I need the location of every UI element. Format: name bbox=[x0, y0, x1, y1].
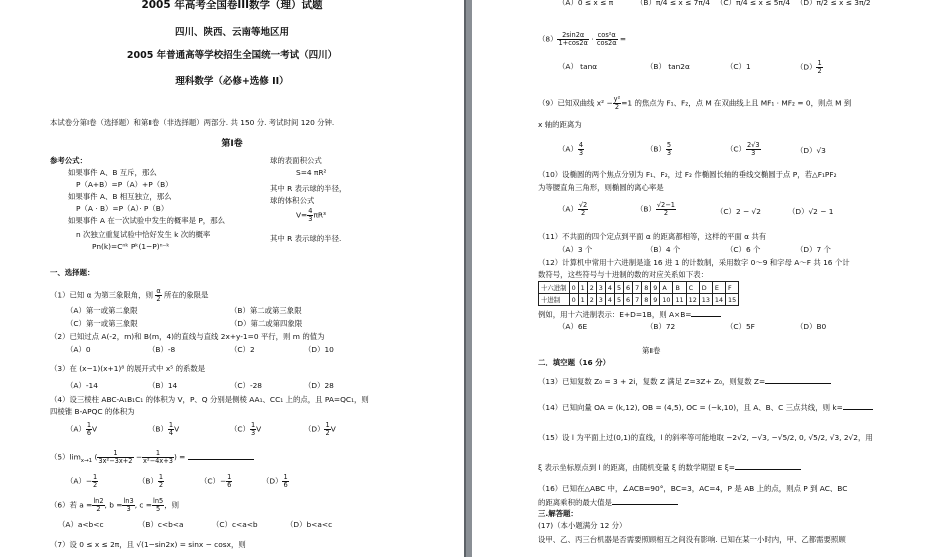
dec-cell: 10 bbox=[660, 294, 673, 306]
dec-cell: 15 bbox=[726, 294, 739, 306]
q8-stem: （8） $\frac{2\sin 2\alpha}{1+\cos 2\alpha}$ · $\frac{\text{cos²α}}{\cos 2\alpha}$ = bbox=[538, 31, 627, 47]
formula-right-4: 球的体积公式 bbox=[270, 196, 315, 205]
hex-cell: D bbox=[699, 282, 712, 294]
hex-cell: 0 bbox=[569, 282, 578, 294]
hex-cell: F bbox=[726, 282, 739, 294]
q6-stem: （6）若 a = $\frac{\ln 2}{2}$ , b = $\frac{\ln 3}{3}$ , c = $\frac{\ln 5}{5}$ ，则 bbox=[50, 497, 180, 513]
section2-heading: 二．填空题（16 分） bbox=[538, 358, 610, 367]
formula-left-1: 如果事件 A、B 互斥，那么 bbox=[68, 168, 157, 177]
q6-option-a: （A）a<b<c bbox=[58, 520, 104, 529]
q12-option-b: （B）72 bbox=[646, 322, 676, 331]
q9-option-c: （C） $\frac{2√3}{3}$ bbox=[726, 141, 760, 157]
q2-option-a: （A）0 bbox=[66, 345, 91, 354]
q8-option-a: （A） tanα bbox=[558, 62, 598, 71]
section3-heading: 三.解答题： bbox=[538, 509, 578, 518]
q9-option-d: （D）√3 bbox=[796, 146, 826, 155]
q4-option-d: （D） $\frac{1}{2}$ V bbox=[304, 421, 336, 437]
formula-left-3: 如果事件 A、B 相互独立，那么 bbox=[68, 192, 172, 201]
q2-option-c: （C）2 bbox=[230, 345, 255, 354]
q2-stem: （2）已知过点 A(-2，m)和 B(m，4)的直线与直线 2x+y-1=0 平行，则 m 的值为 bbox=[50, 332, 325, 341]
dec-cell: 0 bbox=[569, 294, 578, 306]
dec-cell: 14 bbox=[712, 294, 725, 306]
hex-cell: 3 bbox=[596, 282, 605, 294]
formula-right-3: 其中 R 表示球的半径， bbox=[270, 184, 347, 193]
q2-option-b: （B）-8 bbox=[148, 345, 176, 354]
q12-stem-2: 数符号，这些符号与十进制的数的对应关系如下表： bbox=[538, 270, 708, 279]
hex-cell: 7 bbox=[633, 282, 642, 294]
q15-stem: （15）设 l 为平面上过(0,1)的直线，l 的斜率等可能地取 −2√2, −√3, −√5/2, 0, √5/2, √3, 2√2，用 bbox=[538, 433, 873, 442]
q11-option-a: （A）3 个 bbox=[558, 245, 593, 254]
q6-option-b: （B）c<b<a bbox=[138, 520, 184, 529]
q8-option-b: （B） tan2α bbox=[646, 62, 690, 71]
q10-stem: （10）设椭圆的两个焦点分别为 F₁、F₂，过 F₂ 作椭圆长轴的垂线交椭圆于点 P，若△F₁PF₂ bbox=[538, 170, 837, 179]
formula-right-2: S=4 πR² bbox=[296, 168, 327, 177]
q3-option-b: （B）14 bbox=[148, 381, 178, 390]
hex-cell: 8 bbox=[642, 282, 651, 294]
dec-cell: 7 bbox=[633, 294, 642, 306]
q12-option-d: （D）B0 bbox=[796, 322, 827, 331]
q12-stem: （12）计算机中常用十六进制是逢 16 进 1 的计数制，采用数字 0～9 和字母 A～F 共 16 个计 bbox=[538, 258, 850, 267]
q10-option-d: （D）√2 − 1 bbox=[788, 207, 834, 216]
q10-option-c: （C）2 − √2 bbox=[716, 207, 761, 216]
q1-option-c: （C）第一或第三象限 bbox=[66, 319, 138, 328]
dec-cell: 4 bbox=[605, 294, 614, 306]
formula-title: 参考公式： bbox=[50, 156, 87, 165]
q3-stem: （3）在 (x−1)(x+1)⁸ 的展开式中 x⁵ 的系数是 bbox=[50, 364, 206, 373]
page-left bbox=[0, 0, 464, 557]
q5-option-b: （B） $\frac{1}{2}$ bbox=[138, 473, 164, 489]
formula-left-7: Pn(k)=Cⁿᵏ Pᵏ(1−P)ⁿ⁻ᵏ bbox=[92, 242, 170, 251]
q10-option-a: （A） $\frac{√2}{2}$ bbox=[558, 201, 588, 217]
formula-right-5: V= $\frac{4}{3}$ πR³ bbox=[296, 207, 327, 223]
q8-option-c: （C）1 bbox=[726, 62, 751, 71]
q10-option-b: （B） $\frac{√2-1}{2}$ bbox=[636, 201, 675, 217]
hex-cell: E bbox=[712, 282, 725, 294]
hex-cell: B bbox=[673, 282, 686, 294]
q3-option-d: （D）28 bbox=[304, 381, 334, 390]
q10-stem-2: 为等腰直角三角形，则椭圆的离心率是 bbox=[538, 183, 664, 192]
q12-option-a: （A）6E bbox=[558, 322, 588, 331]
q4-option-a: （A） $\frac{1}{6}$ V bbox=[66, 421, 98, 437]
hex-cell: 4 bbox=[605, 282, 614, 294]
q13-stem: （13）已知复数 Z₀ = 3 + 2i，复数 Z 满足 Z=3Z+ Z₀，则复数 Z= bbox=[538, 376, 831, 386]
q7-option-a: （A）0 ≤ x ≤ π bbox=[558, 0, 614, 7]
q1-option-d: （D）第二或第四象限 bbox=[230, 319, 303, 328]
dec-cell: 9 bbox=[651, 294, 660, 306]
region-line: 四川、陕西、云南等地区用 bbox=[174, 27, 289, 38]
exam-title: 2005 年高考全国卷III数学（理）试题 bbox=[141, 0, 323, 11]
q5-option-d: （D） $\frac{1}{6}$ bbox=[262, 473, 288, 489]
dec-cell: 1 bbox=[578, 294, 587, 306]
q15-stem-2: ξ 表示坐标原点到 l 的距离，由随机变量 ξ 的数学期望 E ξ= bbox=[538, 462, 801, 472]
q4-option-c: （C） $\frac{1}{3}$ V bbox=[230, 421, 262, 437]
q7-option-b: （B）π/4 ≤ x ≤ 7π/4 bbox=[636, 0, 710, 7]
q4-stem-2: 四棱锥 B-APQC 的体积为 bbox=[50, 407, 135, 416]
section1-heading: 一、选择题： bbox=[50, 268, 95, 277]
dec-cell: 11 bbox=[673, 294, 686, 306]
q12-example: 例如，用十六进制表示：E+D=1B，则 A×B= bbox=[538, 309, 721, 319]
q9-option-a: （A） $\frac{4}{3}$ bbox=[558, 141, 584, 157]
exam-name: 2005 年普通高等学校招生全国统一考试（四川） bbox=[126, 50, 338, 61]
hex-cell: A bbox=[660, 282, 673, 294]
formula-right-1: 球的表面积公式 bbox=[270, 156, 322, 165]
dec-cell: 2 bbox=[587, 294, 596, 306]
q7-stem: （7）设 0 ≤ x ≤ 2π，且 √(1−sin2x) = sinx − cosx，则 bbox=[50, 540, 246, 549]
q17-stem: 设甲、乙、丙三台机器是否需要照顾相互之间没有影响. 已知在某一小时内，甲、乙都需要照顾 bbox=[538, 535, 846, 544]
hex-cell: 1 bbox=[578, 282, 587, 294]
subject-line: 理科数学（必修+选修 II） bbox=[175, 76, 289, 87]
q5-option-c: （C）− $\frac{1}{6}$ bbox=[200, 473, 232, 489]
q2-option-d: （D）10 bbox=[304, 345, 334, 354]
q3-option-a: （A）-14 bbox=[66, 381, 98, 390]
hex-cell: C bbox=[686, 282, 699, 294]
q14-stem: （14）已知向量 OA = (k,12), OB = (4,5), OC = (−k,10)，且 A、B、C 三点共线，则 k= bbox=[538, 402, 873, 412]
q6-option-d: （D）b<a<c bbox=[286, 520, 333, 529]
intro-text: 本试卷分第Ⅰ卷（选择题）和第Ⅱ卷（非选择题）两部分. 共 150 分. 考试时间 120 分钟. bbox=[50, 118, 335, 127]
dec-cell: 8 bbox=[642, 294, 651, 306]
page-gap-edge bbox=[464, 0, 466, 557]
q5-stem: $(5)\lim_{x\to 1}$ ( $\frac{1}{\text{3x²−3x+2}}$ − $\frac{1}{\text{x²−4x+3}}$ ) = bbox=[50, 450, 254, 466]
part1-heading: 第Ⅰ卷 bbox=[221, 139, 243, 149]
q7-option-d: （D）π/2 ≤ x ≤ 3π/2 bbox=[796, 0, 871, 7]
hex-cell: 5 bbox=[614, 282, 623, 294]
dec-cell: 3 bbox=[596, 294, 605, 306]
formula-left-4: P（A · B）=P（A）· P（B） bbox=[76, 204, 169, 213]
q4-option-b: （B） $\frac{1}{4}$ V bbox=[148, 421, 180, 437]
formula-right-6: 其中 R 表示球的半径. bbox=[270, 234, 342, 243]
q17-heading: (17)（本小题满分 12 分） bbox=[538, 521, 627, 530]
q5-answer-blank bbox=[188, 452, 254, 460]
dec-row bbox=[539, 294, 739, 306]
volume-fraction: $\frac{4}{3}$ bbox=[308, 207, 313, 223]
q11-option-c: （C）6 个 bbox=[726, 245, 761, 254]
q8-option-d: （D） $\frac{1}{2}$ bbox=[796, 59, 822, 75]
q7-option-c: （C）π/4 ≤ x ≤ 5π/4 bbox=[716, 0, 791, 7]
q11-stem: （11）不共面的四个定点到平面 α 的距离都相等，这样的平面 α 共有 bbox=[538, 232, 767, 241]
q11-option-b: （B）4 个 bbox=[646, 245, 681, 254]
q11-option-d: （D）7 个 bbox=[796, 245, 831, 254]
q9-stem: （9）已知双曲线 x² − $\frac{\text{y²}}{2}$ =1 的焦点为 F₁、F₂，点 M 在双曲线上且 MF₁ · MF₂ = 0，则点 M 到 bbox=[538, 95, 852, 111]
q4-stem: （4）设三棱柱 ABC-A₁B₁C₁ 的体积为 V，P、Q 分别是侧棱 AA₁、CC₁ 上的点，且 PA=QC₁，则 bbox=[50, 395, 369, 404]
q3-option-c: （C）-28 bbox=[230, 381, 263, 390]
dec-cell: 12 bbox=[686, 294, 699, 306]
hex-cell: 十六进制 bbox=[539, 282, 570, 294]
hex-cell: 6 bbox=[624, 282, 633, 294]
q12-option-c: （C）5F bbox=[726, 322, 755, 331]
dec-cell: 十进制 bbox=[539, 294, 570, 306]
part2-heading: 第Ⅱ卷 bbox=[642, 346, 661, 355]
dec-cell: 13 bbox=[699, 294, 712, 306]
hex-cell: 9 bbox=[651, 282, 660, 294]
q6-option-c: （C）c<a<b bbox=[212, 520, 258, 529]
hex-row bbox=[539, 282, 739, 294]
hex-cell: 2 bbox=[587, 282, 596, 294]
q1-option-a: （A）第一或第二象限 bbox=[66, 306, 138, 315]
dec-cell: 6 bbox=[624, 294, 633, 306]
hex-dec-table bbox=[538, 281, 739, 306]
q5-option-a: （A）− $\frac{1}{2}$ bbox=[66, 473, 98, 489]
dec-cell: 5 bbox=[614, 294, 623, 306]
q9-stem-2: x 轴的距离为 bbox=[538, 120, 582, 129]
formula-left-5: 如果事件 A 在一次试验中发生的概率是 P，那么 bbox=[68, 216, 225, 225]
q16-stem: （16）已知在△ABC 中，∠ACB=90°，BC=3，AC=4，P 是 AB 上的点，则点 P 到 AC、BC bbox=[538, 484, 848, 493]
formula-left-2: P（A+B）=P（A）+P（B） bbox=[76, 180, 173, 189]
page-gap bbox=[464, 0, 472, 557]
page-right bbox=[472, 0, 930, 557]
q1-option-b: （B）第二或第三象限 bbox=[230, 306, 302, 315]
q1-stem: （1）已知 α 为第三象限角，则 $\frac{\alpha}{2}$ 所在的象限是 bbox=[50, 287, 209, 303]
formula-left-6: n 次独立重复试验中恰好发生 k 次的概率 bbox=[76, 230, 211, 239]
q9-option-b: （B） $\frac{5}{3}$ bbox=[646, 141, 672, 157]
q16-stem-2: 的距离乘积的最大值是 bbox=[538, 497, 678, 507]
